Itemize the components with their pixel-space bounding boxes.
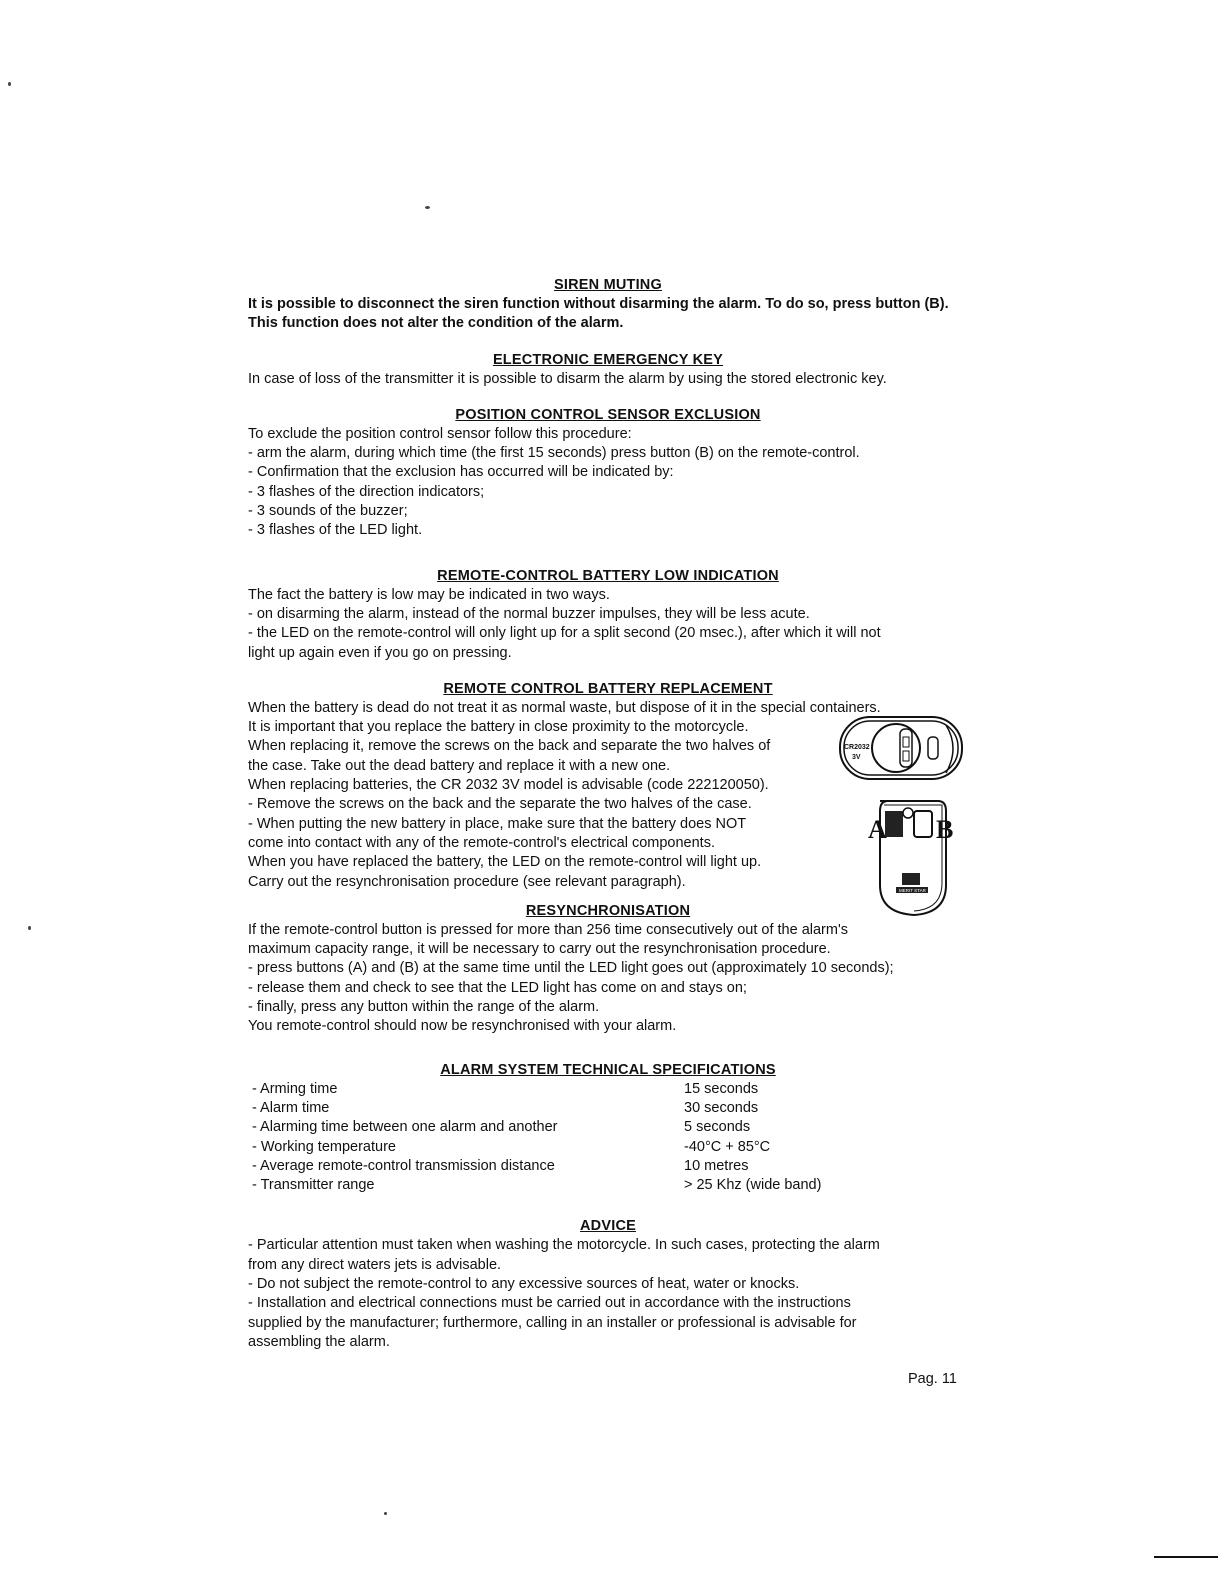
page-edge-mark <box>1154 1556 1218 1558</box>
section-siren-muting <box>248 276 968 334</box>
body-line: - press buttons (A) and (B) at the same time until the LED light goes out (approximately 10 seconds); <box>248 960 894 977</box>
body-line: assembling the alarm. <box>248 1333 390 1350</box>
button-b-label: B <box>936 814 954 844</box>
body-line: It is important that you replace the battery in close proximity to the motorcycle. <box>248 719 749 736</box>
section-battery-replacement <box>248 680 968 892</box>
page-number: Pag. 11 <box>908 1371 957 1387</box>
body-line: To exclude the position control sensor follow this procedure: <box>248 425 632 442</box>
body-line: - the LED on the remote-control will only light up for a split second (20 msec.), after which it will not <box>248 625 881 642</box>
section-emergency-key <box>248 351 968 389</box>
spec-label: - Arming time <box>252 1080 338 1097</box>
body-line: come into contact with any of the remote-control's electrical components. <box>248 834 715 851</box>
body-line: - 3 flashes of the direction indicators; <box>248 483 485 500</box>
spec-value: -40°C + 85°C <box>684 1138 771 1155</box>
section-battery-low <box>248 567 968 663</box>
brand-label: MERIT STAR <box>899 887 926 893</box>
section-specs <box>248 1061 968 1196</box>
body-line: When replacing batteries, the CR 2032 3V model is advisable (code 222120050). <box>248 777 769 794</box>
body-line: - Remove the screws on the back and the separate the two halves of the case. <box>248 796 752 813</box>
spec-value: > 25 Khz (wide band) <box>684 1177 822 1194</box>
spec-label: - Working temperature <box>252 1138 396 1155</box>
body-line: - 3 flashes of the LED light. <box>248 522 423 539</box>
body-line: - release them and check to see that the LED light has come on and stays on; <box>248 979 747 996</box>
body-line: - Installation and electrical connections must be carried out in accordance with the instructions <box>248 1295 851 1312</box>
scan-speck <box>425 206 430 209</box>
advice-title: ADVICE <box>580 1218 636 1235</box>
spec-label: - Alarming time between one alarm and another <box>252 1119 558 1136</box>
body-line: - finally, press any button within the range of the alarm. <box>248 999 600 1016</box>
body-line: When the battery is dead do not treat it as normal waste, but dispose of it in the special containers. <box>248 699 881 716</box>
scan-speck <box>8 82 11 86</box>
spec-value: 15 seconds <box>684 1080 759 1097</box>
resync-title: RESYNCHRONISATION <box>525 902 691 919</box>
spec-value: 5 seconds <box>684 1119 751 1136</box>
remote-fob-drawing <box>868 801 953 915</box>
spec-label: - Alarm time <box>252 1099 330 1116</box>
body-line: Carry out the resynchronisation procedure (see relevant paragraph). <box>248 873 686 890</box>
body-line: - When putting the new battery in place, make sure that the battery does NOT <box>248 815 747 832</box>
spec-label: - Transmitter range <box>252 1177 375 1194</box>
scan-speck <box>384 1512 387 1515</box>
emergency-key-title: ELECTRONIC EMERGENCY KEY <box>492 351 724 368</box>
spec-value: 10 metres <box>684 1157 749 1174</box>
body-line: - Particular attention must taken when washing the motorcycle. In such cases, protecting the alarm <box>248 1237 880 1254</box>
body-line: When you have replaced the battery, the LED on the remote-control will light up. <box>248 854 762 871</box>
body-line: supplied by the manufacturer; furthermore, calling in an installer or professional is advisable for <box>248 1314 857 1331</box>
battery-replacement-text <box>248 718 838 892</box>
spec-value: 30 seconds <box>684 1099 759 1116</box>
body-line: The fact the battery is low may be indicated in two ways. <box>248 586 610 603</box>
body-line: In case of loss of the transmitter it is possible to disarm the alarm by using the stored electronic key. <box>248 370 887 387</box>
body-line: - on disarming the alarm, instead of the normal buzzer impulses, they will be less acute. <box>248 605 810 622</box>
body-line: It is possible to disconnect the siren function without disarming the alarm. To do so, press button (B). <box>248 296 949 312</box>
body-line: - Confirmation that the exclusion has occurred will be indicated by: <box>248 464 674 481</box>
document-page <box>248 276 968 1369</box>
battery-replacement-title: REMOTE CONTROL BATTERY REPLACEMENT <box>443 680 773 697</box>
body-line: - arm the alarm, during which time (the first 15 seconds) press button (B) on the remote-control. <box>248 445 860 462</box>
section-sensor-exclusion <box>248 406 968 541</box>
body-line: from any direct waters jets is advisable. <box>248 1256 502 1273</box>
body-line: the case. Take out the dead battery and replace it with a new one. <box>248 757 671 774</box>
body-line: You remote-control should now be resynchronised with your alarm. <box>248 1018 677 1035</box>
battery-low-title: REMOTE-CONTROL BATTERY LOW INDICATION <box>437 567 779 584</box>
body-line: When replacing it, remove the screws on the back and separate the two halves of <box>248 738 771 755</box>
body-line: - 3 sounds of the buzzer; <box>248 503 408 520</box>
specs-table <box>252 1080 968 1196</box>
scan-speck <box>28 926 31 930</box>
body-line: light up again even if you go on pressing. <box>248 644 512 661</box>
siren-muting-title: SIREN MUTING <box>554 277 662 293</box>
body-line: - Do not subject the remote-control to any excessive sources of heat, water or knocks. <box>248 1275 800 1292</box>
body-line: If the remote-control button is pressed for more than 256 time consecutively out of the alarm's <box>248 921 848 938</box>
battery-label-top: CR2032 <box>844 743 870 751</box>
battery-label-bottom: 3V <box>852 753 861 761</box>
body-line: maximum capacity range, it will be necessary to carry out the resynchronisation procedure. <box>248 941 831 958</box>
section-advice <box>248 1217 968 1352</box>
sensor-exclusion-title: POSITION CONTROL SENSOR EXCLUSION <box>455 406 761 423</box>
button-a-label: A <box>868 814 887 844</box>
body-line: This function does not alter the condition of the alarm. <box>248 315 624 332</box>
remote-control-illustration <box>844 715 970 925</box>
specs-title: ALARM SYSTEM TECHNICAL SPECIFICATIONS <box>440 1061 776 1078</box>
spec-label: - Average remote-control transmission distance <box>252 1157 555 1174</box>
battery-case-drawing <box>840 717 962 779</box>
